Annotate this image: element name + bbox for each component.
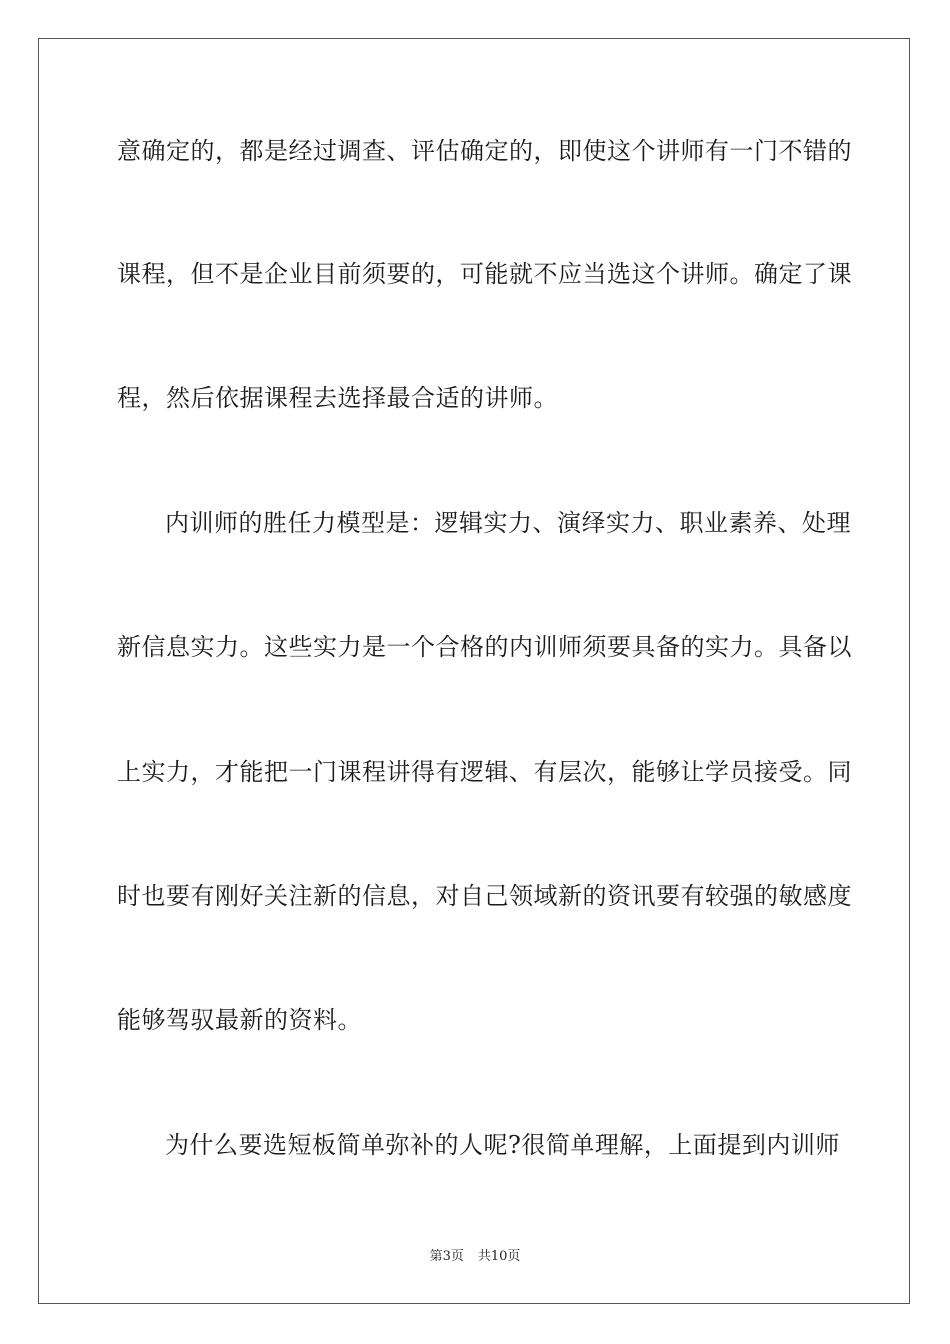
paragraph-2-line-3: 上实力，才能把一门课程讲得有逻辑、有层次，能够让学员接受。同 xyxy=(117,758,852,786)
paragraph-2-line-2: 新信息实力。这些实力是一个合格的内训师须要具备的实力。具备以 xyxy=(117,633,852,661)
paragraph-3-line-1: 为什么要选短板简单弥补的人呢?很简单理解，上面提到内训师 xyxy=(165,1131,840,1159)
paragraph-2-line-1: 内训师的胜任力模型是：逻辑实力、演绎实力、职业素养、处理 xyxy=(165,509,851,537)
paragraph-1-line-1: 意确定的，都是经过调查、评估确定的，即使这个讲师有一门不错的 xyxy=(117,137,852,165)
page-footer xyxy=(0,1248,950,1266)
paragraph-2-line-4: 时也要有刚好关注新的信息，对自己领域新的资讯要有较强的敏感度 xyxy=(117,882,852,910)
page-total: 共10页 xyxy=(477,1249,521,1264)
page-number: 第3页 xyxy=(429,1249,464,1264)
paragraph-2-line-5: 能够驾驭最新的资料。 xyxy=(117,1006,362,1034)
page-border xyxy=(38,38,910,1304)
paragraph-1-line-2: 课程，但不是企业目前须要的，可能就不应当选这个讲师。确定了课 xyxy=(117,260,852,288)
paragraph-1-line-3: 程，然后依据课程去选择最合适的讲师。 xyxy=(117,384,558,412)
